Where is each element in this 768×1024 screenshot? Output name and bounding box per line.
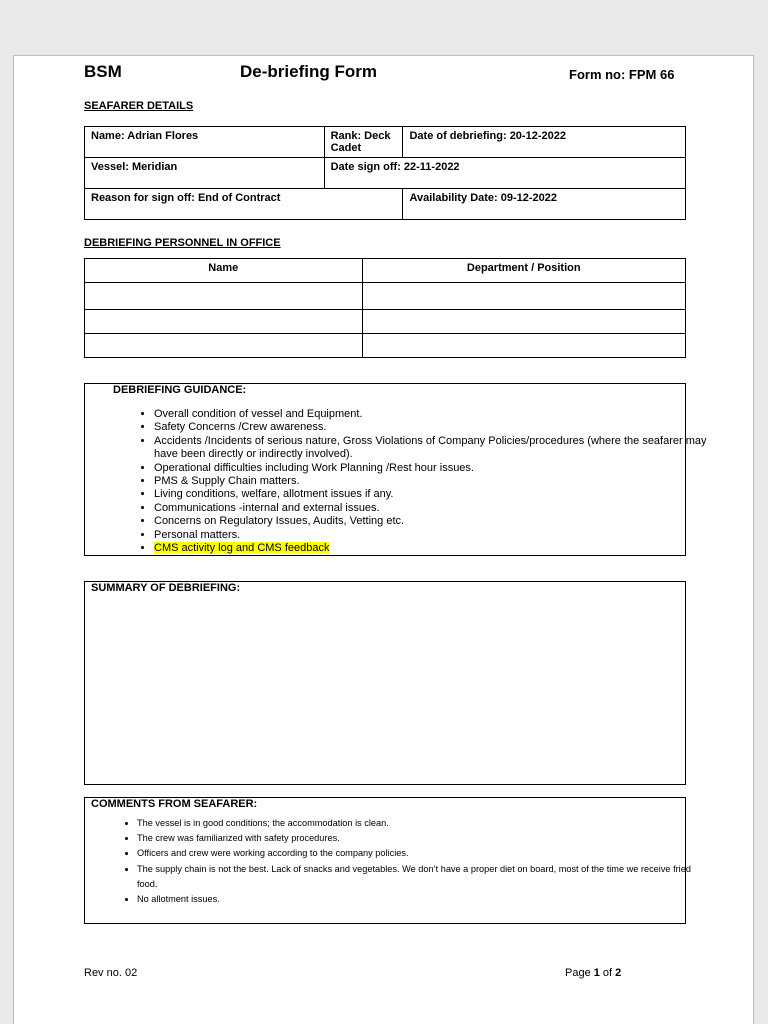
vessel-name: Vessel: Meridian bbox=[85, 158, 325, 189]
personnel-department-cell bbox=[362, 283, 686, 310]
comment-item: • The crew was familiarized with safety procedures. bbox=[137, 831, 709, 846]
column-header-name: Name bbox=[85, 259, 363, 283]
company-name: BSM bbox=[84, 62, 122, 81]
guidance-item: • Concerns on Regulatory Issues, Audits, Vetting etc. bbox=[154, 515, 714, 528]
personnel-table bbox=[84, 258, 686, 358]
summary-box bbox=[84, 581, 686, 785]
total-pages: 2 bbox=[615, 967, 622, 979]
comment-item: • The supply chain is not the best. Lack of snacks and vegetables. We don’t have a proper diet on board, most of the time we receive fried food. bbox=[137, 862, 709, 892]
comment-item: • The vessel is in good conditions; the accommodation is clean. bbox=[137, 816, 709, 831]
guidance-list bbox=[130, 408, 714, 555]
page-of-label: of bbox=[599, 967, 616, 979]
highlighted-text: CMS activity log and CMS feedback bbox=[154, 542, 330, 555]
sign-off-date: Date sign off: 22-11-2022 bbox=[324, 158, 685, 189]
comments-title: COMMENTS FROM SEAFARER: bbox=[91, 798, 258, 810]
page-number bbox=[565, 967, 621, 979]
sign-off-reason: Reason for sign off: End of Contract bbox=[85, 189, 403, 220]
comments-list bbox=[111, 816, 709, 907]
guidance-item: • Living conditions, welfare, allotment issues if any. bbox=[154, 488, 714, 501]
current-page: 1 bbox=[593, 967, 600, 979]
guidance-item: • PMS & Supply Chain matters. bbox=[154, 475, 714, 488]
personnel-name-cell bbox=[85, 283, 363, 310]
seafarer-name: Name: Adrian Flores bbox=[85, 127, 325, 158]
guidance-item: • Communications -internal and external issues. bbox=[154, 502, 714, 515]
personnel-heading: DEBRIEFING PERSONNEL IN OFFICE bbox=[84, 237, 281, 249]
guidance-title: DEBRIEFING GUIDANCE: bbox=[113, 384, 247, 396]
guidance-item: • Accidents /Incidents of serious nature, Gross Violations of Company Policies/procedures (where the seafarer may have been directly or indirectly involved). bbox=[154, 435, 714, 462]
personnel-name-cell bbox=[85, 310, 363, 334]
seafarer-details-table bbox=[84, 126, 686, 220]
column-header-department: Department / Position bbox=[362, 259, 686, 283]
revision-number: Rev no. 02 bbox=[84, 967, 138, 979]
guidance-item: • Safety Concerns /Crew awareness. bbox=[154, 421, 714, 434]
seafarer-details-heading: SEAFARER DETAILS bbox=[84, 100, 194, 112]
personnel-name-cell bbox=[85, 334, 363, 358]
guidance-item: • Personal matters. bbox=[154, 529, 714, 542]
form-number: Form no: FPM 66 bbox=[569, 67, 675, 82]
guidance-item: • Operational difficulties including Work Planning /Rest hour issues. bbox=[154, 462, 714, 475]
debriefing-guidance-box bbox=[84, 383, 707, 556]
comment-item: • Officers and crew were working according to the company policies. bbox=[137, 846, 709, 861]
personnel-department-cell bbox=[362, 310, 686, 334]
form-title: De-briefing Form bbox=[240, 62, 377, 81]
page-label: Page bbox=[565, 967, 594, 979]
comment-item: • No allotment issues. bbox=[137, 892, 709, 907]
personnel-department-cell bbox=[362, 334, 686, 358]
comments-box bbox=[84, 797, 691, 924]
summary-title: SUMMARY OF DEBRIEFING: bbox=[91, 582, 241, 594]
availability-date: Availability Date: 09-12-2022 bbox=[403, 189, 686, 220]
debriefing-date: Date of debriefing: 20-12-2022 bbox=[403, 127, 686, 158]
document-page bbox=[13, 55, 754, 1024]
guidance-item: • Overall condition of vessel and Equipment. bbox=[154, 408, 714, 421]
seafarer-rank: Rank: Deck Cadet bbox=[324, 127, 403, 158]
guidance-item-highlighted bbox=[154, 542, 714, 555]
